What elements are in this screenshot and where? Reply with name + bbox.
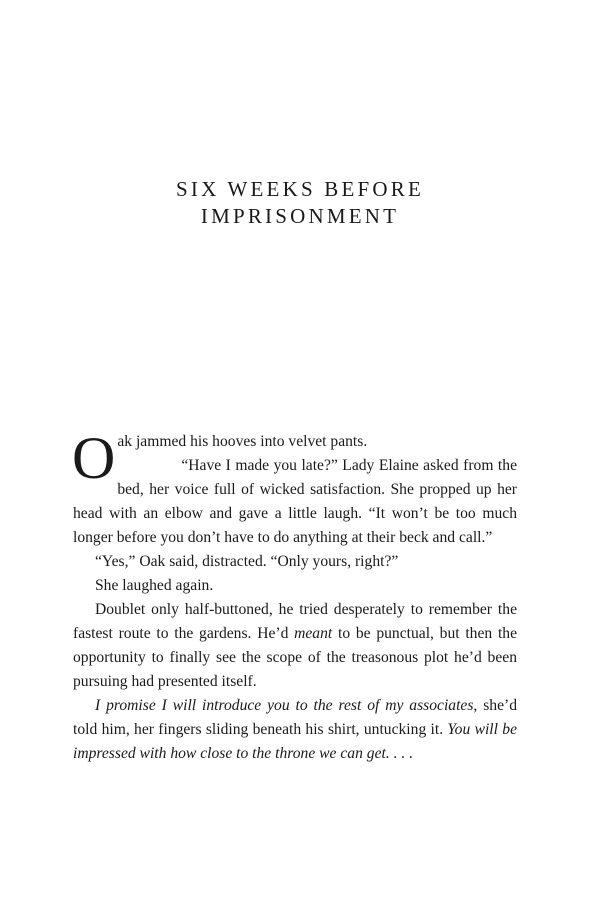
drop-cap: O — [72, 425, 116, 491]
chapter-body — [72, 425, 517, 766]
paragraph-5-emphasis: meant — [294, 625, 333, 642]
paragraph-2-text: “Have I made you late?” Lady Elaine asked from the bed, her voice full of wicked satisfaction. She propped up her head with an elbow and gave a little laugh. “It won’t be too much longer before you don’t have to do anything at their beck and call.” — [73, 457, 517, 546]
chapter-title-line-1: SIX WEEKS BEFORE — [176, 177, 424, 201]
paragraph-5 — [73, 598, 517, 694]
paragraph-5-text-b: to be punctual, but then the opportunity to finally see the scope of the treasonous plot he’d been pursuing had presented itself. — [73, 625, 517, 690]
paragraph-5-text-a: Doublet only half-buttoned, he tried desperately to remember the fastest route to the gardens. He’d — [73, 601, 517, 642]
chapter-title-line-2: IMPRISONMENT — [200, 204, 400, 228]
paragraph-4: She laughed again. — [95, 577, 214, 594]
paragraph-6-emphasis-1: I promise I will introduce you to the rest of my associates — [95, 697, 474, 714]
paragraph-6 — [73, 694, 517, 766]
paragraph-3: “Yes,” Oak said, distracted. “Only yours, right?” — [95, 553, 399, 570]
paragraph-2 — [73, 454, 517, 550]
chapter-title — [0, 176, 600, 230]
paragraph-6-emphasis-2: You will be impressed with how close to the throne we can get. . . . — [73, 721, 517, 762]
paragraph-6-text: , she’d told him, her fingers sliding beneath his shirt, untucking it. — [73, 697, 517, 738]
paragraph-1 — [72, 425, 517, 491]
paragraph-1-text: ak jammed his hooves into velvet pants. — [117, 433, 368, 450]
